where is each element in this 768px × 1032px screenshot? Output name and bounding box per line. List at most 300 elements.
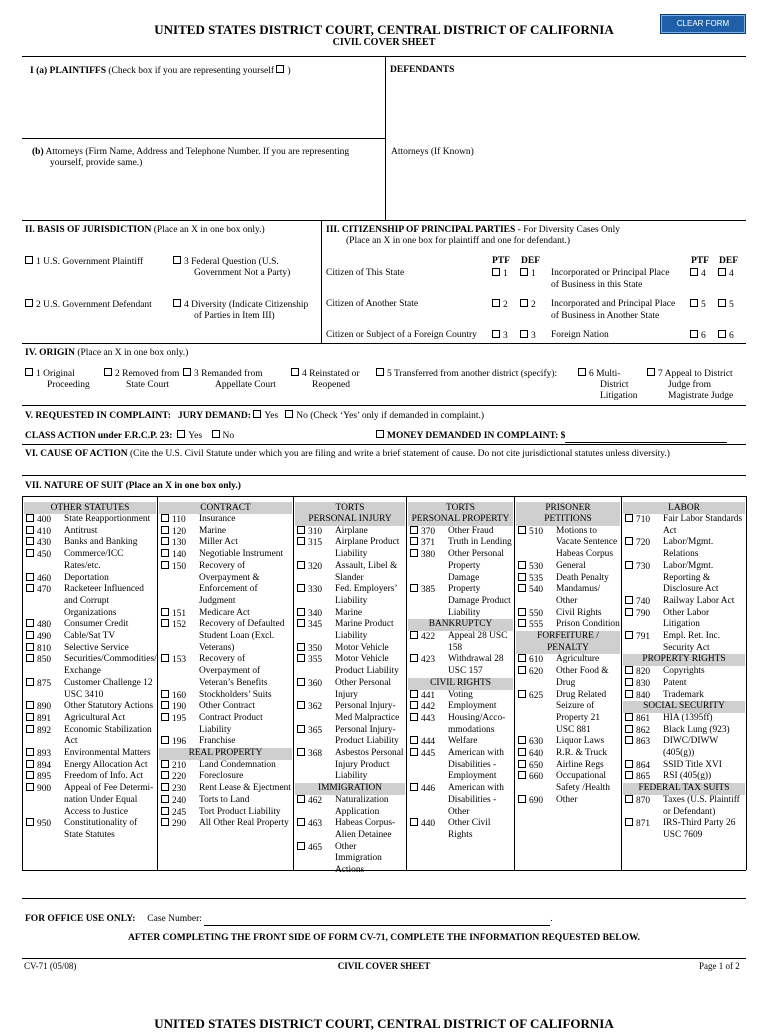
origin-option-5[interactable] — [376, 368, 557, 381]
checkbox[interactable] — [25, 299, 33, 307]
nature-of-suit-option[interactable] — [24, 537, 156, 549]
checkbox[interactable] — [297, 654, 305, 662]
origin-option-2[interactable] — [104, 368, 179, 381]
nature-of-suit-option[interactable] — [408, 631, 513, 654]
checkbox[interactable] — [518, 666, 526, 674]
nature-of-suit-option[interactable] — [623, 736, 745, 759]
nature-of-suit-option[interactable] — [24, 514, 156, 526]
jurisdiction-option-1[interactable] — [25, 256, 143, 269]
suit-label: Other Food & Drug — [556, 666, 609, 688]
checkbox[interactable] — [376, 368, 384, 376]
nature-of-suit-option[interactable] — [295, 654, 405, 677]
checkbox[interactable] — [410, 549, 418, 557]
nature-of-suit-option[interactable] — [24, 748, 156, 760]
checkbox[interactable] — [173, 256, 181, 264]
checkbox[interactable] — [26, 514, 34, 522]
checkbox[interactable] — [518, 561, 526, 569]
nature-of-suit-option[interactable] — [295, 701, 405, 724]
checkbox[interactable] — [625, 631, 633, 639]
checkbox[interactable] — [104, 368, 112, 376]
checkbox[interactable] — [161, 654, 169, 662]
nature-of-suit-option[interactable] — [24, 526, 156, 538]
checkbox[interactable] — [520, 330, 528, 338]
checkbox[interactable] — [161, 690, 169, 698]
nature-of-suit-option[interactable] — [408, 584, 513, 619]
nature-of-suit-option[interactable] — [24, 643, 156, 655]
suit-code — [26, 783, 51, 796]
cause-title: VI. CAUSE OF ACTION — [25, 449, 128, 459]
foreign-nation-def[interactable] — [718, 330, 734, 343]
jury-no-checkbox[interactable] — [285, 410, 293, 418]
origin-option-7[interactable] — [647, 368, 733, 381]
checkbox[interactable] — [161, 608, 169, 616]
origin-option-3[interactable] — [183, 368, 263, 381]
origin-option-6[interactable] — [578, 368, 620, 381]
nature-of-suit-option[interactable] — [24, 549, 156, 572]
nature-of-suit-option[interactable] — [516, 736, 620, 748]
suit-code — [161, 818, 186, 831]
nature-of-suit-option[interactable] — [295, 561, 405, 584]
checkbox[interactable] — [625, 596, 633, 604]
checkbox[interactable] — [625, 608, 633, 616]
citizen-this-state-ptf[interactable] — [492, 268, 508, 281]
nature-of-suit-option[interactable] — [408, 537, 513, 549]
origin-option-4[interactable] — [291, 368, 360, 381]
nature-of-suit-option[interactable] — [159, 771, 292, 783]
subsection-header: REAL PROPERTY — [159, 748, 292, 760]
checkbox[interactable] — [26, 584, 34, 592]
checkbox[interactable] — [625, 736, 633, 744]
nature-of-suit-option[interactable] — [159, 537, 292, 549]
nature-of-suit-option[interactable] — [295, 584, 405, 607]
checkbox[interactable] — [718, 268, 726, 276]
checkbox[interactable] — [161, 783, 169, 791]
nature-of-suit-option[interactable] — [408, 526, 513, 538]
nature-of-suit-option[interactable] — [408, 748, 513, 783]
jury-yes-label: Yes — [264, 411, 279, 421]
nature-of-suit-option[interactable] — [159, 619, 292, 654]
checkbox[interactable] — [410, 736, 418, 744]
nature-of-suit-option[interactable] — [159, 526, 292, 538]
nature-of-suit-option[interactable] — [24, 713, 156, 725]
checkbox[interactable] — [410, 701, 418, 709]
checkbox[interactable] — [518, 760, 526, 768]
checkbox[interactable] — [518, 795, 526, 803]
nature-of-suit-option[interactable] — [159, 561, 292, 608]
nature-of-suit-option[interactable] — [295, 725, 405, 748]
checkbox[interactable] — [297, 818, 305, 826]
checkbox[interactable] — [161, 736, 169, 744]
checkbox[interactable] — [26, 701, 34, 709]
checkbox[interactable] — [297, 643, 305, 651]
suit-code — [625, 795, 650, 808]
checkbox[interactable] — [297, 608, 305, 616]
origin-option-6-line3: Litigation — [600, 391, 638, 401]
checkbox[interactable] — [410, 713, 418, 721]
checkbox[interactable] — [520, 299, 528, 307]
nature-of-suit-option[interactable] — [295, 842, 405, 877]
nature-of-suit-option[interactable] — [159, 608, 292, 620]
nature-of-suit-option[interactable] — [516, 748, 620, 760]
nature-of-suit-option[interactable] — [295, 795, 405, 818]
nature-of-suit-option[interactable] — [24, 654, 156, 677]
checkbox[interactable] — [26, 526, 34, 534]
checkbox[interactable] — [492, 330, 500, 338]
checkbox[interactable] — [26, 619, 34, 627]
checkbox[interactable] — [161, 771, 169, 779]
checkbox[interactable] — [26, 713, 34, 721]
nature-note: (Place an X in one box only.) — [125, 481, 241, 491]
suit-label: Motor Vehicle Product Liability — [335, 654, 399, 677]
checkbox[interactable] — [291, 368, 299, 376]
checkbox[interactable] — [161, 713, 169, 721]
suit-label: All Other Real Property — [199, 818, 289, 829]
nature-of-suit-option[interactable] — [623, 690, 745, 702]
nature-of-suit-option[interactable] — [159, 760, 292, 772]
checkbox[interactable] — [297, 678, 305, 686]
checkbox[interactable] — [297, 584, 305, 592]
nature-of-suit-option[interactable] — [623, 771, 745, 783]
suit-label: Rent Lease & Ejectment — [199, 783, 291, 794]
checkbox[interactable] — [26, 783, 34, 791]
nature-of-suit-option[interactable] — [623, 561, 745, 596]
checkbox[interactable] — [518, 526, 526, 534]
checkbox[interactable] — [625, 760, 633, 768]
checkbox[interactable] — [518, 748, 526, 756]
citizen-foreign-ptf[interactable] — [492, 330, 508, 343]
checkbox[interactable] — [26, 760, 34, 768]
suit-label: Recovery of Overpayment & Enforcement of Judgment — [199, 560, 260, 606]
checkbox[interactable] — [161, 760, 169, 768]
checkbox[interactable] — [518, 573, 526, 581]
checkbox[interactable] — [183, 368, 191, 376]
nature-of-suit-option[interactable] — [623, 713, 745, 725]
incorporated-another-state-2: of Business in Another State — [551, 311, 660, 321]
checkbox[interactable] — [26, 573, 34, 581]
suit-code — [161, 713, 186, 726]
incorporated-this-state-ptf[interactable] — [690, 268, 706, 281]
nature-of-suit-option[interactable] — [24, 701, 156, 713]
nature-of-suit-option[interactable] — [159, 549, 292, 561]
checkbox[interactable] — [625, 514, 633, 522]
nature-of-suit-option[interactable] — [295, 748, 405, 783]
checkbox[interactable] — [625, 537, 633, 545]
attorneys-field[interactable] — [32, 147, 349, 159]
nature-of-suit-option[interactable] — [24, 619, 156, 631]
suit-code-number: 555 — [529, 620, 544, 631]
checkbox[interactable] — [578, 368, 586, 376]
checkbox[interactable] — [297, 619, 305, 627]
checkbox[interactable] — [161, 818, 169, 826]
nature-of-suit-option[interactable] — [516, 654, 620, 666]
suit-code — [518, 666, 543, 679]
checkbox[interactable] — [410, 654, 418, 662]
jury-yes-checkbox[interactable] — [253, 410, 261, 418]
nature-of-suit-option[interactable] — [408, 690, 513, 702]
case-number-input[interactable] — [204, 925, 550, 926]
checkbox[interactable] — [625, 818, 633, 826]
suit-code-number: 480 — [37, 620, 52, 631]
jurisdiction-option-3[interactable] — [173, 256, 279, 269]
checkbox[interactable] — [173, 299, 181, 307]
nature-of-suit-option[interactable] — [623, 631, 745, 654]
checkbox[interactable] — [718, 299, 726, 307]
checkbox[interactable] — [26, 631, 34, 639]
suit-code-number: 422 — [421, 632, 436, 643]
checkbox[interactable] — [26, 818, 34, 826]
checkbox[interactable] — [410, 631, 418, 639]
checkbox[interactable] — [625, 690, 633, 698]
nature-of-suit-option[interactable] — [408, 783, 513, 818]
money-demanded-checkbox[interactable] — [376, 430, 384, 438]
nature-of-suit-option[interactable] — [516, 608, 620, 620]
suit-label: Antitrust — [64, 525, 98, 536]
origin-option-7-line3: Magistrate Judge — [668, 391, 734, 401]
suit-label: Other Contract — [199, 701, 255, 712]
nature-of-suit-option[interactable] — [516, 666, 620, 689]
nature-of-suit-option[interactable] — [24, 725, 156, 748]
checkbox[interactable] — [161, 549, 169, 557]
incorporated-this-state-def[interactable] — [718, 268, 734, 281]
nature-of-suit-option[interactable] — [159, 690, 292, 702]
citizen-another-state-def[interactable] — [520, 299, 536, 312]
subsection-header: PROPERTY RIGHTS — [623, 654, 745, 666]
checkbox[interactable] — [690, 330, 698, 338]
checkbox[interactable] — [518, 654, 526, 662]
nature-of-suit-option[interactable] — [516, 690, 620, 737]
checkbox[interactable] — [410, 783, 418, 791]
checkbox[interactable] — [492, 299, 500, 307]
suit-label: Motor Vehicle — [335, 642, 389, 653]
nature-of-suit-option[interactable] — [408, 701, 513, 713]
suit-label: Personal Injury- Med Malpractice — [335, 701, 400, 723]
nature-of-suit-option[interactable] — [623, 537, 745, 560]
nature-of-suit-option[interactable] — [516, 526, 620, 561]
nature-of-suit-option[interactable] — [295, 678, 405, 701]
suit-label: Assault, Libel & Slander — [335, 560, 398, 583]
citizen-foreign-def[interactable] — [520, 330, 536, 343]
checkbox[interactable] — [297, 537, 305, 545]
nature-of-suit-option[interactable] — [623, 608, 745, 631]
checkbox[interactable] — [161, 537, 169, 545]
column-torts-personal-injury — [295, 502, 405, 877]
class-action-yes-checkbox[interactable] — [177, 430, 185, 438]
suit-code-number: 365 — [308, 725, 323, 736]
nature-of-suit-option[interactable] — [623, 818, 745, 841]
checkbox[interactable] — [161, 619, 169, 627]
nature-of-suit-option[interactable] — [516, 561, 620, 573]
checkbox[interactable] — [410, 748, 418, 756]
checkbox[interactable] — [26, 725, 34, 733]
suit-label: Truth in Lending — [448, 537, 512, 548]
def-header: DEF — [521, 256, 540, 266]
nature-of-suit-option[interactable] — [24, 783, 156, 818]
nature-of-suit-option[interactable] — [623, 725, 745, 737]
nature-of-suit-option[interactable] — [295, 537, 405, 560]
nature-of-suit-option[interactable] — [408, 736, 513, 748]
nature-of-suit-option[interactable] — [159, 514, 292, 526]
checkbox[interactable] — [518, 736, 526, 744]
class-action-no-checkbox[interactable] — [212, 430, 220, 438]
suit-label: R.R. & Truck — [556, 748, 608, 759]
nature-of-suit-option[interactable] — [408, 549, 513, 584]
nature-of-suit-option[interactable] — [24, 818, 156, 841]
nature-of-suit-option[interactable] — [516, 619, 620, 631]
checkbox[interactable] — [647, 368, 655, 376]
checkbox[interactable] — [690, 268, 698, 276]
checkbox[interactable] — [410, 818, 418, 826]
nature-of-suit-option[interactable] — [159, 807, 292, 819]
checkbox[interactable] — [625, 561, 633, 569]
checkbox[interactable] — [26, 643, 34, 651]
nature-of-suit-option[interactable] — [623, 514, 745, 537]
checkbox[interactable] — [297, 842, 305, 850]
nature-of-suit-option[interactable] — [295, 818, 405, 841]
suit-label: Insurance — [199, 514, 236, 524]
nature-of-suit-option[interactable] — [24, 771, 156, 783]
checkbox[interactable] — [161, 514, 169, 522]
money-demanded-input[interactable] — [565, 442, 727, 443]
incorporated-another-state-ptf[interactable] — [690, 299, 706, 312]
nature-of-suit-option[interactable] — [408, 713, 513, 736]
nature-of-suit-option[interactable] — [24, 631, 156, 643]
column-other-statutes — [24, 502, 156, 842]
foreign-nation-ptf[interactable] — [690, 330, 706, 343]
checkbox[interactable] — [161, 701, 169, 709]
checkbox[interactable] — [297, 725, 305, 733]
checkbox[interactable] — [25, 368, 33, 376]
nature-of-suit-option[interactable] — [159, 654, 292, 689]
suit-code — [518, 690, 543, 703]
nature-of-suit-option[interactable] — [295, 643, 405, 655]
incorporated-this-state: Incorporated or Principal Place — [551, 268, 670, 278]
nature-of-suit-option[interactable] — [159, 736, 292, 748]
plaintiffs-field[interactable] — [30, 65, 291, 78]
class-action-yes-label: Yes — [188, 431, 203, 441]
checkbox[interactable] — [25, 256, 33, 264]
nature-of-suit-option[interactable] — [24, 573, 156, 585]
incorporated-another-state-def[interactable] — [718, 299, 734, 312]
suit-label: Agriculture — [556, 654, 600, 665]
checkbox[interactable] — [410, 537, 418, 545]
defendants-label: DEFENDANTS — [390, 65, 455, 75]
checkbox[interactable] — [625, 795, 633, 803]
nature-of-suit-option[interactable] — [159, 713, 292, 736]
suit-label: Airplane — [335, 525, 368, 536]
nature-of-suit-option[interactable] — [24, 584, 156, 619]
nature-of-suit-option[interactable] — [159, 701, 292, 713]
nature-of-suit-option[interactable] — [295, 608, 405, 620]
checkbox[interactable] — [520, 268, 528, 276]
clear-form-button[interactable]: CLEAR FORM — [660, 14, 746, 34]
nature-of-suit-option[interactable] — [516, 573, 620, 585]
checkbox[interactable] — [518, 608, 526, 616]
checkbox[interactable] — [26, 654, 34, 662]
checkbox[interactable] — [410, 690, 418, 698]
column-header: CONTRACT — [159, 502, 292, 514]
nature-of-suit-option[interactable] — [295, 619, 405, 642]
checkbox[interactable] — [297, 526, 305, 534]
checkbox[interactable] — [518, 619, 526, 627]
checkbox[interactable] — [297, 748, 305, 756]
suit-label: Economic Stabilization Act — [64, 724, 152, 747]
checkbox[interactable] — [26, 678, 34, 686]
nature-of-suit-option[interactable] — [623, 760, 745, 772]
checkbox[interactable] — [26, 771, 34, 779]
checkbox[interactable] — [26, 748, 34, 756]
checkbox[interactable] — [518, 771, 526, 779]
checkbox[interactable] — [625, 725, 633, 733]
nature-of-suit-option[interactable] — [24, 760, 156, 772]
nature-of-suit-option[interactable] — [24, 678, 156, 701]
checkbox[interactable] — [625, 666, 633, 674]
checkbox[interactable] — [518, 584, 526, 592]
checkbox[interactable] — [625, 678, 633, 686]
box-number: 1 — [531, 269, 536, 279]
suit-label: Asbestos Personal Injury Product Liability — [335, 748, 404, 782]
jurisdiction-option-2[interactable] — [25, 299, 152, 312]
attorneys-text-1: Attorneys (Firm Name, Address and Telephone Number. If you are representing — [45, 147, 350, 157]
checkbox[interactable] — [690, 299, 698, 307]
nature-of-suit-option[interactable] — [516, 760, 620, 772]
checkbox[interactable] — [161, 561, 169, 569]
suit-label: Foreclosure — [199, 771, 244, 782]
money-demanded-field[interactable] — [376, 430, 727, 443]
checkbox[interactable] — [718, 330, 726, 338]
checkbox[interactable] — [410, 584, 418, 592]
nature-of-suit-option[interactable] — [408, 818, 513, 841]
suit-code-number: 690 — [529, 795, 544, 806]
checkbox[interactable] — [297, 701, 305, 709]
suit-label: Racketeer Influenced and Corrupt Organizations — [64, 584, 144, 618]
suit-label: Other Personal Injury — [335, 677, 391, 700]
checkbox[interactable] — [161, 526, 169, 534]
checkbox[interactable] — [625, 713, 633, 721]
nature-of-suit-option[interactable] — [623, 666, 745, 678]
nature-of-suit-option[interactable] — [295, 526, 405, 538]
checkbox[interactable] — [410, 526, 418, 534]
checkbox[interactable] — [161, 807, 169, 815]
nature-of-suit-option[interactable] — [516, 771, 620, 794]
checkbox[interactable] — [492, 268, 500, 276]
nature-of-suit-option[interactable] — [623, 795, 745, 818]
jurisdiction-option-4[interactable] — [173, 299, 308, 312]
checkbox[interactable] — [518, 690, 526, 698]
suit-label: Cable/Sat TV — [64, 631, 116, 642]
nature-of-suit-option[interactable] — [159, 783, 292, 795]
checkbox[interactable] — [625, 771, 633, 779]
checkbox[interactable] — [26, 549, 34, 557]
self-represented-checkbox[interactable] — [276, 65, 284, 73]
checkbox[interactable] — [26, 537, 34, 545]
checkbox[interactable] — [297, 795, 305, 803]
suit-code-number: 446 — [421, 784, 436, 795]
checkbox[interactable] — [297, 561, 305, 569]
nature-of-suit-option[interactable] — [516, 795, 620, 807]
checkbox[interactable] — [161, 795, 169, 803]
origin-option-1[interactable] — [25, 368, 75, 381]
nature-of-suit-option[interactable] — [623, 678, 745, 690]
nature-of-suit-option[interactable] — [516, 584, 620, 607]
nature-of-suit-option[interactable] — [623, 596, 745, 608]
plaintiffs-note: (Check box if you are representing yourself — [108, 66, 275, 76]
citizen-another-state-ptf[interactable] — [492, 299, 508, 312]
citizen-this-state-def[interactable] — [520, 268, 536, 281]
nature-of-suit-option[interactable] — [159, 818, 292, 830]
nature-of-suit-option[interactable] — [408, 654, 513, 677]
nature-of-suit-option[interactable] — [159, 795, 292, 807]
suit-code — [625, 771, 650, 784]
